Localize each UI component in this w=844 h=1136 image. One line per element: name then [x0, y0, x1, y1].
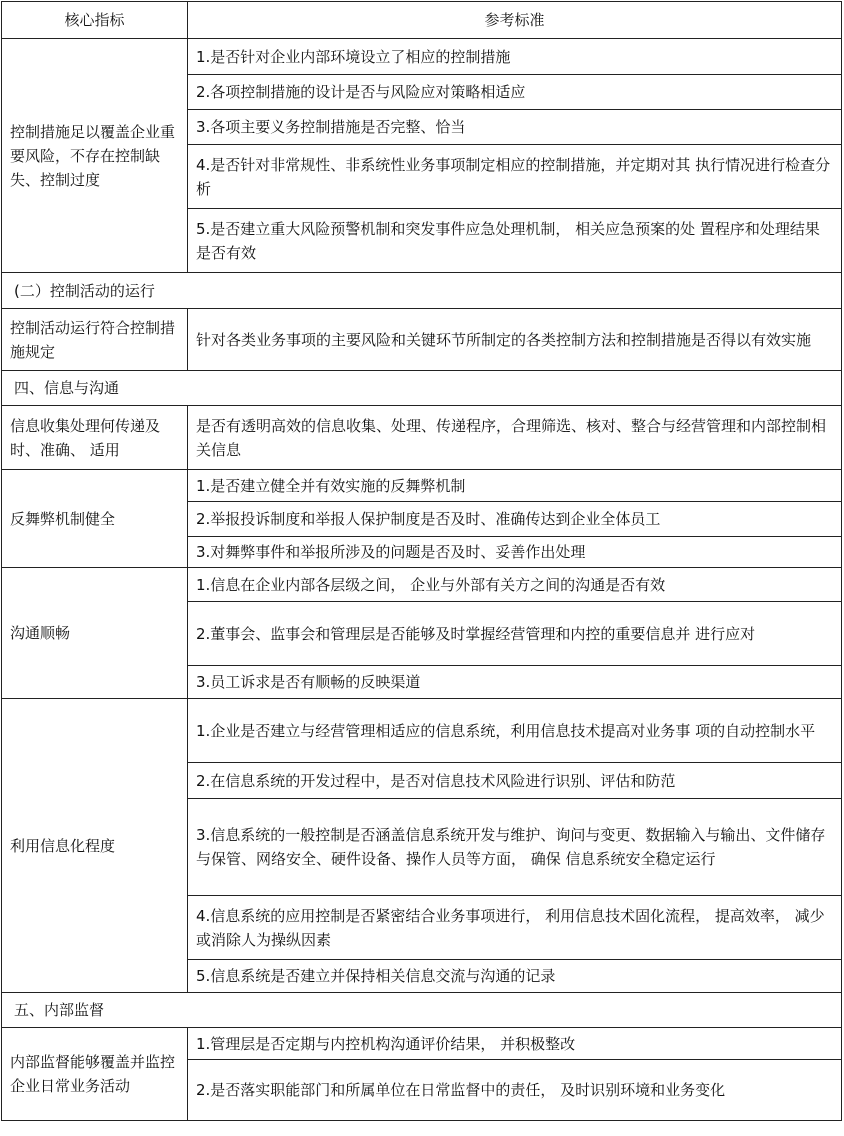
criteria-cell: 针对各类业务事项的主要风险和关键环节所制定的各类控制方法和控制措施是否得以有效实施: [188, 309, 842, 371]
criteria-cell: 3.信息系统的一般控制是否涵盖信息系统开发与维护、询问与变更、数据输入与输出、文件储存与保管、网络安全、硬件设备、操作人员等方面， 确保 信息系统安全稳定运行: [188, 799, 842, 896]
criteria-cell: 1.管理层是否定期与内控机构沟通评价结果， 并积极整改: [188, 1028, 842, 1060]
section-row: [2, 993, 842, 1028]
table-row: [2, 470, 842, 502]
criteria-cell: 2.在信息系统的开发过程中，是否对信息技术风险进行识别、评估和防范: [188, 763, 842, 799]
section-title: (二）控制活动的运行: [2, 273, 842, 309]
header-row: [2, 2, 842, 39]
criteria-cell: 1.是否针对企业内部环境设立了相应的控制措施: [188, 39, 842, 75]
criteria-cell: 1.是否建立健全并有效实施的反舞弊机制: [188, 470, 842, 502]
indicator-cell: 控制活动运行符合控制措施规定: [2, 309, 188, 371]
table-row: [2, 699, 842, 763]
criteria-table: [1, 1, 842, 1121]
criteria-cell: 2.各项控制措施的设计是否与风险应对策略相适应: [188, 75, 842, 110]
criteria-cell: 5.信息系统是否建立并保持相关信息交流与沟通的记录: [188, 960, 842, 993]
criteria-cell: 4.信息系统的应用控制是否紧密结合业务事项进行， 利用信息技术固化流程， 提高效率， 减少或消除人为操纵因素: [188, 896, 842, 960]
section-row: [2, 273, 842, 309]
indicator-cell: 利用信息化程度: [2, 699, 188, 993]
indicator-cell: 信息收集处理何传递及时、准确、 适用: [2, 406, 188, 470]
table-row: [2, 1028, 842, 1060]
indicator-cell: 控制措施足以覆盖企业重要风险，不存在控制缺失、控制过度: [2, 39, 188, 273]
criteria-cell: 3.各项主要义务控制措施是否完整、恰当: [188, 110, 842, 145]
table-row: [2, 309, 842, 371]
table-row: [2, 406, 842, 470]
indicator-cell: 内部监督能够覆盖并监控企业日常业务活动: [2, 1028, 188, 1121]
header-indicator: 核心指标: [2, 2, 188, 39]
indicator-cell: 沟通顺畅: [2, 568, 188, 699]
criteria-cell: 1.企业是否建立与经营管理相适应的信息系统，利用信息技术提高对业务事 项的自动控制水平: [188, 699, 842, 763]
criteria-cell: 是否有透明高效的信息收集、处理、传递程序，合理筛选、核对、整合与经营管理和内部控制相关信息: [188, 406, 842, 470]
criteria-cell: 1.信息在企业内部各层级之间， 企业与外部有关方之间的沟通是否有效: [188, 568, 842, 602]
indicator-cell: 反舞弊机制健全: [2, 470, 188, 568]
table-row: [2, 568, 842, 602]
header-criteria: 参考标准: [188, 2, 842, 39]
criteria-cell: 2.董事会、监事会和管理层是否能够及时掌握经营管理和内控的重要信息并 进行应对: [188, 602, 842, 666]
criteria-cell: 3.员工诉求是否有顺畅的反映渠道: [188, 666, 842, 699]
criteria-cell: 2.举报投诉制度和举报人保护制度是否及时、准确传达到企业全体员工: [188, 502, 842, 537]
section-title: 四、信息与沟通: [2, 371, 842, 406]
criteria-cell: 3.对舞弊事件和举报所涉及的问题是否及时、妥善作出处理: [188, 537, 842, 568]
criteria-cell: 5.是否建立重大风险预警机制和突发事件应急处理机制， 相关应急预案的处 置程序和处理结果是否有效: [188, 209, 842, 273]
table-row: [2, 39, 842, 75]
criteria-cell: 2.是否落实职能部门和所属单位在日常监督中的责任， 及时识别环境和业务变化: [188, 1060, 842, 1121]
section-title: 五、内部监督: [2, 993, 842, 1028]
section-row: [2, 371, 842, 406]
criteria-cell: 4.是否针对非常规性、非系统性业务事项制定相应的控制措施，并定期对其 执行情况进行检查分析: [188, 145, 842, 209]
